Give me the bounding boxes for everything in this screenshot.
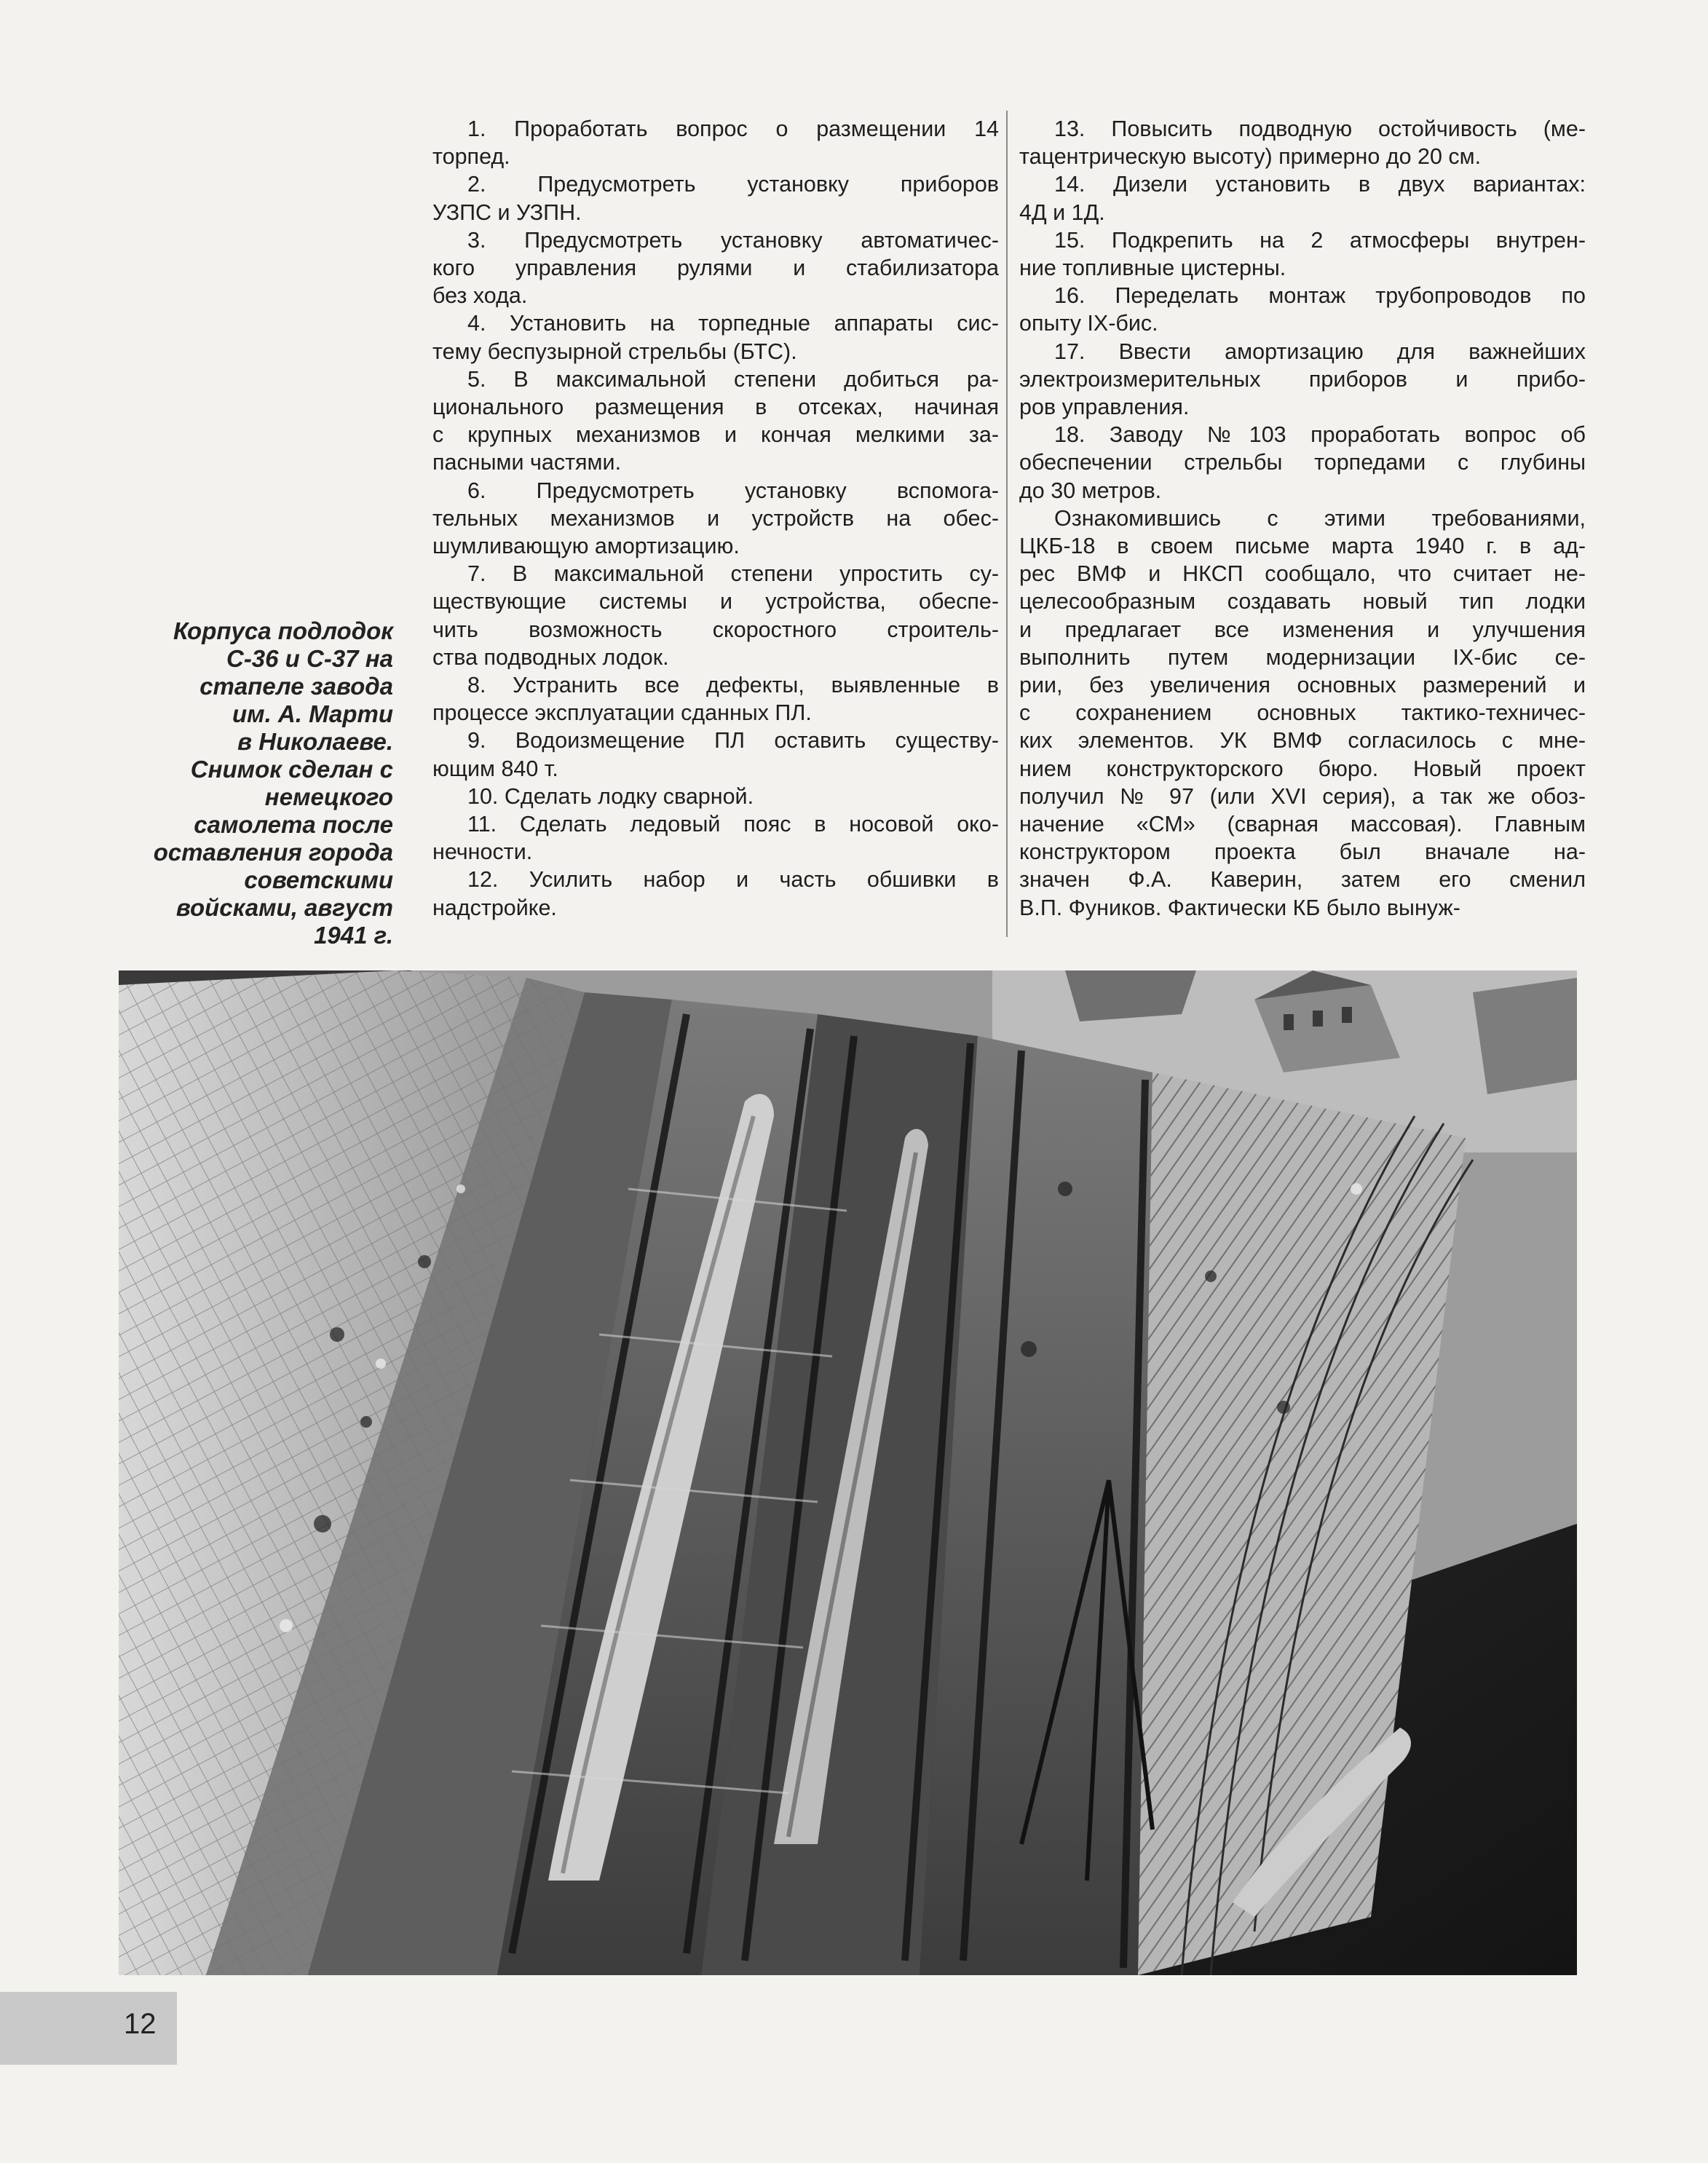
text-line: рес ВМФ и НКСП сообщало, что считает не- (1019, 561, 1586, 587)
text-line: 11. Сделать ледовый пояс в носовой око- (467, 812, 999, 837)
text-line: 10. Сделать лодку сварной. (467, 783, 754, 809)
text-line: обеспечении стрельбы торпедами с глубины (1019, 450, 1586, 475)
text-line: В.П. Фуников. Фактически КБ было вынуж- (1019, 895, 1460, 920)
text-line: 3. Предусмотреть установку автоматичес- (467, 227, 999, 253)
text-line: процессе эксплуатации сданных ПЛ. (432, 700, 812, 726)
text-line: надстройке. (432, 895, 557, 920)
text-line: 7. В максимальной степени упростить су- (467, 561, 999, 587)
caption-line: оставления города (153, 839, 393, 866)
text-line: 4Д и 1Д. (1019, 199, 1105, 225)
caption-line: им. А. Марти (232, 700, 393, 727)
caption-line: стапеле завода (199, 673, 393, 700)
caption-line: С-36 и С-37 на (226, 645, 393, 672)
text-line: чить возможность скоростного строитель- (432, 617, 999, 642)
text-line: рии, без увеличения основных размерений и (1019, 673, 1586, 698)
text-line: ров управления. (1019, 395, 1190, 420)
text-column-left (432, 115, 999, 922)
text-line: с сохранением основных тактико-техничес- (1019, 700, 1586, 726)
text-line: 13. Повысить подводную остойчивость (ме- (1054, 116, 1586, 141)
text-line: 18. Заводу №103 проработать вопрос об (1054, 422, 1586, 448)
text-line: 8. Устранить все дефекты, выявленные в (467, 673, 999, 698)
text-line: торпед. (432, 144, 510, 170)
text-line: и предлагает все изменения и улучшения (1019, 617, 1586, 642)
aerial-photo-shipyard (119, 970, 1577, 1975)
text-line: нием конструкторского бюро. Новый проект (1019, 756, 1586, 781)
text-line: нечности. (432, 839, 533, 865)
column-divider (1006, 111, 1008, 937)
text-line: пасными частями. (432, 450, 622, 475)
text-line: без хода. (432, 283, 528, 309)
caption-line: немецкого (264, 783, 393, 810)
text-line: 4. Установить на торпедные аппараты сис- (467, 311, 999, 336)
text-line: начение «СМ» (сварная массовая). Главным (1019, 812, 1586, 837)
caption-line: Снимок сделан с (190, 756, 393, 783)
caption-line: Корпуса подлодок (173, 617, 393, 644)
text-line: целесообразным создавать новый тип лодки (1019, 589, 1586, 614)
text-line: с крупных механизмов и кончая мелкими за- (432, 422, 999, 448)
text-line: 14. Дизели установить в двух вариантах: (1054, 172, 1586, 197)
aerial-photo-illustration (119, 970, 1577, 1975)
text-line: 15. Подкрепить на 2 атмосферы внутрен- (1054, 227, 1586, 253)
caption-line: 1941 г. (314, 922, 393, 949)
caption-line: войсками, август (175, 894, 393, 921)
text-line: 9. Водоизмещение ПЛ оставить существу- (467, 728, 999, 754)
text-line: 2. Предусмотреть установку приборов (467, 172, 999, 197)
text-line: кого управления рулями и стабилизатора (432, 256, 999, 281)
text-line: ние топливные цистерны. (1019, 256, 1286, 281)
text-line: 1. Проработать вопрос о размещении 14 (467, 116, 999, 141)
page-number: 12 (124, 2008, 157, 2040)
text-line: ционального размещения в отсеках, начиная (432, 395, 999, 420)
text-line: ществующие системы и устройства, обеспе- (432, 589, 999, 614)
text-line: ЦКБ-18 в своем письме марта 1940 г. в ад- (1019, 534, 1586, 559)
text-line: 16. Переделать монтаж трубопроводов по (1054, 283, 1586, 309)
text-line: шумливающую амортизацию. (432, 534, 740, 559)
caption-line: советскими (244, 866, 393, 893)
text-line: ства подводных лодок. (432, 644, 669, 670)
text-line: 12. Усилить набор и часть обшивки в (467, 867, 999, 893)
text-line: УЗПС и УЗПН. (432, 199, 582, 225)
caption-line: самолета после (194, 811, 393, 838)
text-line: ких элементов. УК ВМФ согласилось с мне- (1019, 728, 1586, 754)
text-line: 6. Предусмотреть установку вспомога- (467, 478, 999, 503)
text-line: 17. Ввести амортизацию для важнейших (1054, 339, 1586, 364)
photo-caption (124, 617, 393, 949)
text-line: до 30 метров. (1019, 478, 1162, 503)
text-line: ющим 840 т. (432, 756, 558, 781)
text-line: Ознакомившись с этими требованиями, (1054, 505, 1586, 531)
text-line: тельных механизмов и устройств на обес- (432, 505, 999, 531)
text-column-right (1019, 115, 1586, 922)
text-line: конструктором проекта был вначале на- (1019, 839, 1586, 865)
text-line: опыту IX-бис. (1019, 311, 1158, 336)
caption-line: в Николаеве. (237, 728, 393, 755)
text-line: тему беспузырной стрельбы (БТС). (432, 339, 797, 364)
text-line: выполнить путем модернизации IX-бис се- (1019, 644, 1586, 670)
text-line: электроизмерительных приборов и прибо- (1019, 366, 1586, 392)
text-line: 5. В максимальной степени добиться ра- (467, 366, 999, 392)
text-line: значен Ф.А. Каверин, затем его сменил (1019, 867, 1586, 893)
text-line: получил № 97 (или XVI серия), а так же обоз- (1019, 783, 1586, 809)
text-line: тацентрическую высоту) примерно до 20 см. (1019, 144, 1482, 170)
